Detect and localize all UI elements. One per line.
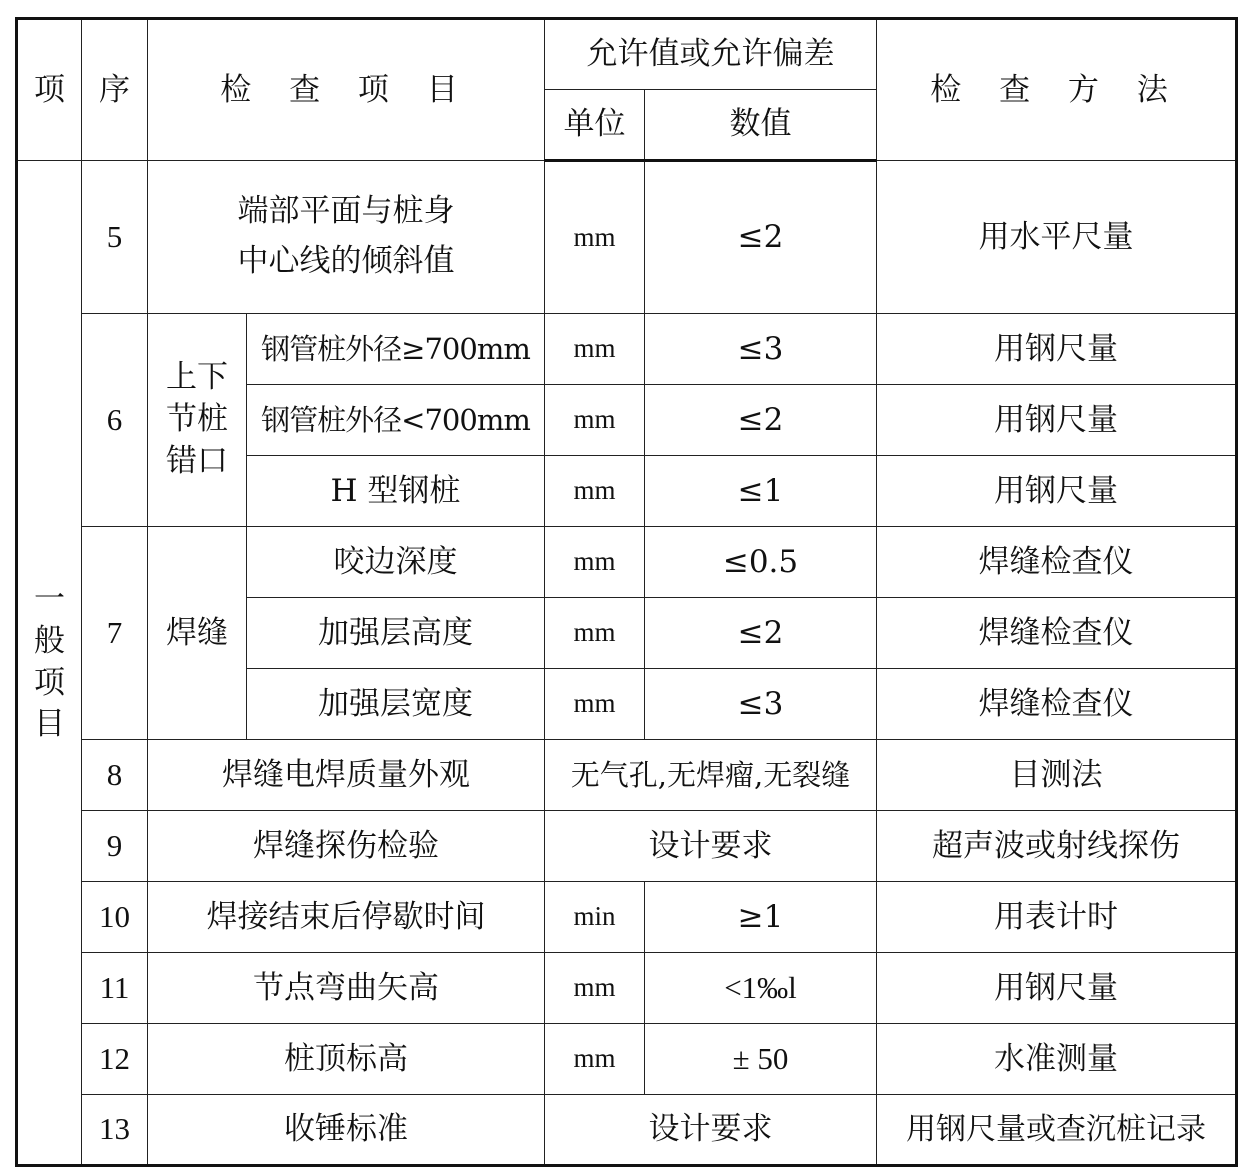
unit-cell: mm: [545, 669, 645, 740]
value-cell: ≤1: [645, 456, 877, 527]
row-number: 8: [82, 740, 148, 811]
row-number: 13: [82, 1095, 148, 1166]
unit-cell: min: [545, 882, 645, 953]
unit-cell: mm: [545, 1024, 645, 1095]
unit-cell: mm: [545, 314, 645, 385]
item-cell: 节点弯曲矢高: [148, 953, 545, 1024]
category-char: 目: [34, 706, 65, 743]
item-line: 中心线的倾斜值: [237, 243, 455, 279]
header-allowance: 允许值或允许偏差: [545, 19, 877, 90]
method-cell: 用表计时: [877, 882, 1237, 953]
unit-cell: mm: [545, 598, 645, 669]
category-cell: [17, 161, 82, 1166]
sub-item-cell: 钢管桩外径≥700mm: [247, 314, 545, 385]
value-cell: ≤3: [645, 314, 877, 385]
header-xu: 序: [82, 19, 148, 161]
group-label: [148, 314, 247, 527]
row-number: 12: [82, 1024, 148, 1095]
sub-item-cell: 加强层高度: [247, 598, 545, 669]
value-cell: ≤2: [645, 161, 877, 314]
value-cell: ≤0.5: [645, 527, 877, 598]
category-char: 项: [34, 664, 65, 701]
group-label: 焊缝: [148, 527, 247, 740]
header-xiang: 项: [17, 19, 82, 161]
row-number: 10: [82, 882, 148, 953]
method-cell: 用钢尺量: [877, 314, 1237, 385]
unit-cell: mm: [545, 953, 645, 1024]
sub-item-cell: H 型钢桩: [247, 456, 545, 527]
method-cell: 用钢尺量: [877, 953, 1237, 1024]
row-number: 7: [82, 527, 148, 740]
item-cell: 焊接结束后停歇时间: [148, 882, 545, 953]
row-number: 11: [82, 953, 148, 1024]
category-char: 般: [34, 622, 65, 659]
method-cell: 用水平尺量: [877, 161, 1237, 314]
unit-cell: mm: [545, 161, 645, 314]
category-char: 一: [34, 580, 65, 617]
item-line: 端部平面与桩身: [237, 193, 455, 230]
sub-item-cell: 咬边深度: [247, 527, 545, 598]
method-cell: 焊缝检查仪: [877, 527, 1237, 598]
inspection-table: [15, 17, 1238, 1167]
item-cell: 焊缝探伤检验: [148, 811, 545, 882]
value-cell: ± 50: [645, 1024, 877, 1095]
value-cell: ≤2: [645, 385, 877, 456]
item-cell: [148, 161, 545, 314]
allowance-cell: 设计要求: [545, 811, 877, 882]
row-number: 5: [82, 161, 148, 314]
group-label-line: 节桩: [166, 401, 228, 438]
unit-cell: mm: [545, 456, 645, 527]
value-cell: ≤3: [645, 669, 877, 740]
unit-cell: mm: [545, 385, 645, 456]
value-cell: <1‰l: [645, 953, 877, 1024]
value-cell: ≤2: [645, 598, 877, 669]
method-cell: 用钢尺量: [877, 456, 1237, 527]
item-cell: 桩顶标高: [148, 1024, 545, 1095]
unit-cell: mm: [545, 527, 645, 598]
row-number: 9: [82, 811, 148, 882]
group-label-line: 错口: [166, 442, 228, 479]
row-number: 6: [82, 314, 148, 527]
header-method: 检 查 方 法: [877, 19, 1237, 161]
item-cell: 收锤标准: [148, 1095, 545, 1166]
method-cell: 用钢尺量: [877, 385, 1237, 456]
method-cell: 超声波或射线探伤: [877, 811, 1237, 882]
header-unit: 单位: [545, 90, 645, 161]
header-item: 检 查 项 目: [148, 19, 545, 161]
sub-item-cell: 加强层宽度: [247, 669, 545, 740]
allowance-cell: 设计要求: [545, 1095, 877, 1166]
method-cell: 用钢尺量或查沉桩记录: [877, 1095, 1237, 1166]
allowance-cell: 无气孔,无焊瘤,无裂缝: [545, 740, 877, 811]
header-value: 数值: [645, 90, 877, 161]
method-cell: 目测法: [877, 740, 1237, 811]
sub-item-cell: 钢管桩外径<700mm: [247, 385, 545, 456]
value-cell: ≥1: [645, 882, 877, 953]
group-label-line: 上下: [166, 359, 228, 396]
method-cell: 水准测量: [877, 1024, 1237, 1095]
method-cell: 焊缝检查仪: [877, 598, 1237, 669]
method-cell: 焊缝检查仪: [877, 669, 1237, 740]
item-cell: 焊缝电焊质量外观: [148, 740, 545, 811]
